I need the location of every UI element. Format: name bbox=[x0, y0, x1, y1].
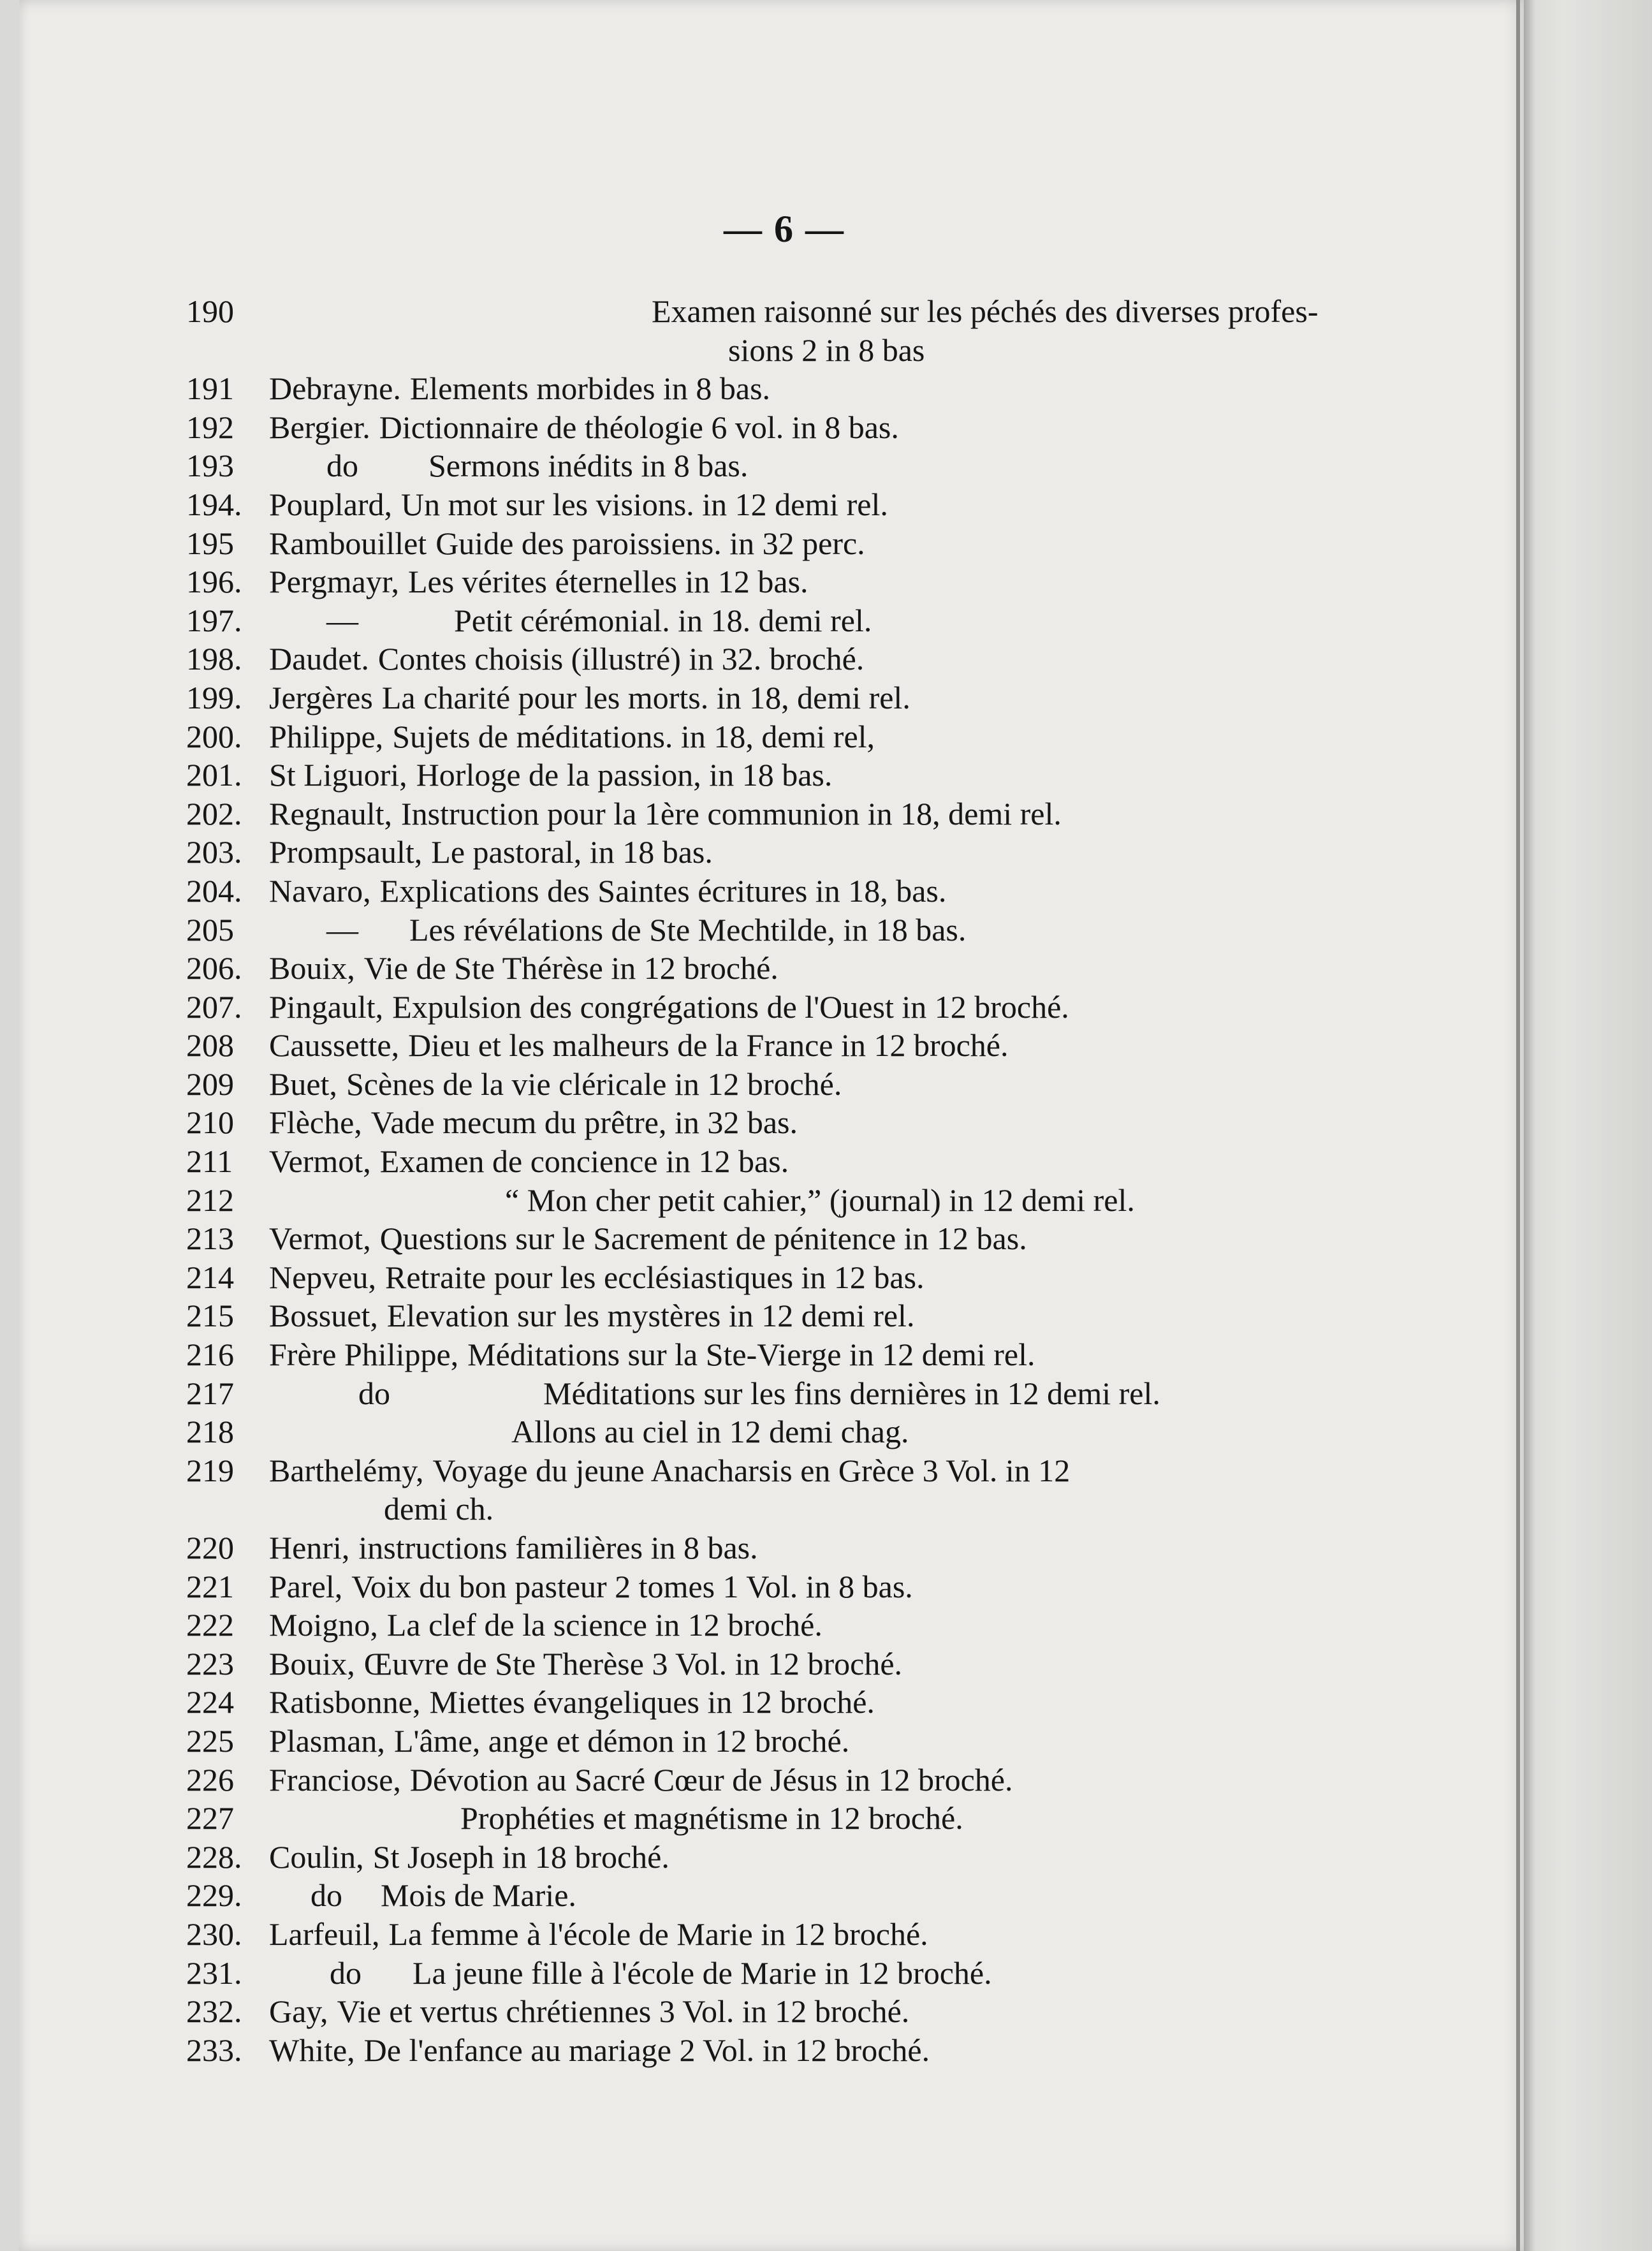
catalog-entry bbox=[186, 795, 1398, 833]
entry-continuation: sions 2 in 8 bas bbox=[728, 332, 925, 368]
entry-title: L'âme, ange et démon in 12 broché. bbox=[393, 1722, 850, 1759]
entry-title: Mois de Marie. bbox=[381, 1877, 576, 1914]
entry-number: 191 bbox=[186, 370, 234, 407]
entry-author: Coulin, bbox=[269, 1838, 364, 1875]
entry-title: Contes choisis (illustré) in 32. broché. bbox=[377, 641, 865, 677]
catalog-entry bbox=[186, 1567, 1398, 1606]
entry-number: 209 bbox=[186, 1066, 234, 1102]
entry-title: Expulsion des congrégations de l'Ouest in 12 broché. bbox=[392, 988, 1069, 1025]
entry-number: 196. bbox=[186, 564, 242, 600]
catalog-entry bbox=[186, 756, 1398, 795]
entry-number: 220 bbox=[186, 1530, 234, 1565]
entry-number: 215 bbox=[186, 1298, 234, 1334]
entry-author: Rambouillet bbox=[269, 525, 427, 561]
catalog-entry bbox=[186, 1142, 1398, 1181]
entry-author: Pergmayr, bbox=[269, 564, 399, 600]
catalog-entry bbox=[186, 640, 1398, 678]
entry-number: 205 bbox=[186, 911, 234, 948]
entry-number: 203. bbox=[186, 834, 242, 870]
entry-number: 227 bbox=[186, 1800, 234, 1837]
entry-number: 218 bbox=[186, 1414, 234, 1450]
entry-number: 208 bbox=[186, 1027, 234, 1064]
entry-title: La charité pour les morts. in 18, demi rel. bbox=[381, 679, 910, 715]
entry-author: Daudet. bbox=[269, 641, 369, 677]
catalog-entry bbox=[186, 1954, 1398, 1993]
entry-title: Vie de Ste Thérèse in 12 broché. bbox=[363, 950, 778, 986]
entry-title: Allons au ciel in 12 demi chag. bbox=[511, 1414, 909, 1450]
catalog-entry bbox=[186, 1915, 1398, 1954]
entry-number: 194. bbox=[186, 486, 242, 522]
entry-continuation: demi ch. bbox=[384, 1491, 494, 1527]
catalog-entry bbox=[186, 911, 1398, 950]
entry-number: 201. bbox=[186, 757, 242, 793]
entry-title: Petit cérémonial. in 18. demi rel. bbox=[454, 602, 872, 638]
entry-author: Gay, bbox=[269, 1993, 328, 2030]
entry-author: do bbox=[358, 1375, 390, 1411]
catalog-entry bbox=[186, 1645, 1398, 1683]
entry-number: 210 bbox=[186, 1104, 234, 1141]
entry-title: Les révélations de Ste Mechtilde, in 18 bas. bbox=[409, 911, 967, 948]
entry-number: 200. bbox=[186, 718, 242, 754]
entry-author: Flèche, bbox=[269, 1104, 362, 1141]
entry-number: 221 bbox=[186, 1568, 234, 1604]
catalog-entry bbox=[186, 833, 1398, 872]
entry-author: Plasman, bbox=[269, 1722, 385, 1759]
entry-number: 225 bbox=[186, 1722, 234, 1759]
entry-title: Les vérites éternelles in 12 bas. bbox=[407, 564, 808, 600]
entry-title: Instruction pour la 1ère communion in 18, demi rel. bbox=[401, 795, 1062, 832]
entry-title: Questions sur le Sacrement de pénitence in 12 bas. bbox=[379, 1221, 1027, 1257]
entry-number: 213 bbox=[186, 1221, 234, 1257]
entry-number: 206. bbox=[186, 950, 242, 986]
entry-title: Voyage du jeune Anacharsis en Grèce 3 Vol. in 12 bbox=[432, 1452, 1071, 1488]
entry-number: 211 bbox=[186, 1143, 233, 1180]
catalog-entry bbox=[186, 988, 1398, 1027]
entry-title: Sujets de méditations. in 18, demi rel, bbox=[392, 718, 875, 754]
entry-author: Moigno, bbox=[269, 1607, 378, 1643]
entry-author: do bbox=[330, 1954, 362, 1991]
entry-author: Debrayne. bbox=[269, 370, 401, 407]
catalog-entry bbox=[186, 949, 1398, 988]
entry-author: Franciose, bbox=[269, 1761, 401, 1798]
catalog-entry bbox=[186, 562, 1398, 601]
entry-title: Dieu et les malheurs de la France in 12 broché. bbox=[408, 1027, 1009, 1064]
entry-number: 223 bbox=[186, 1645, 234, 1682]
entry-author: Caussette, bbox=[269, 1027, 400, 1064]
entry-number: 214 bbox=[186, 1259, 234, 1295]
catalog-entry bbox=[186, 1838, 1398, 1877]
entry-title: Examen raisonné sur les péchés des diverses profes- bbox=[652, 293, 1319, 329]
catalog-entry bbox=[186, 717, 1398, 756]
entry-title: La femme à l'école de Marie in 12 broché. bbox=[388, 1916, 928, 1952]
entry-number: 195 bbox=[186, 525, 234, 561]
catalog-entry bbox=[186, 1181, 1398, 1220]
catalog-entry bbox=[186, 872, 1398, 911]
entry-author: Vermot, bbox=[269, 1221, 371, 1257]
catalog-entry bbox=[186, 1296, 1398, 1335]
catalog-entry bbox=[186, 1258, 1398, 1297]
entry-number: 233. bbox=[186, 2032, 242, 2068]
entry-title: Vade mecum du prêtre, in 32 bas. bbox=[370, 1104, 798, 1141]
entry-title: Guide des paroissiens. in 32 perc. bbox=[435, 525, 865, 561]
entry-author: Frère Philippe, bbox=[269, 1337, 459, 1373]
entry-title: La jeune fille à l'école de Marie in 12 broché. bbox=[413, 1954, 992, 1991]
entry-author: Barthelémy, bbox=[269, 1452, 424, 1488]
entry-title: Explications des Saintes écritures in 18, bas. bbox=[379, 872, 947, 909]
entry-title: La clef de la science in 12 broché. bbox=[386, 1607, 822, 1643]
entry-number: 199. bbox=[186, 679, 242, 715]
entry-author: Nepveu, bbox=[269, 1259, 376, 1295]
entry-author: Pouplard, bbox=[269, 486, 393, 522]
catalog-entry bbox=[186, 408, 1398, 447]
entry-number: 231. bbox=[186, 1954, 242, 1991]
entry-title: Dictionnaire de théologie 6 vol. in 8 bas. bbox=[379, 409, 899, 445]
entry-author: Navaro, bbox=[269, 872, 371, 909]
entry-author: Jergères bbox=[269, 679, 373, 715]
catalog-entry bbox=[186, 1374, 1398, 1413]
entry-title: instructions familières in 8 bas. bbox=[358, 1530, 758, 1565]
entry-title: St Joseph in 18 broché. bbox=[372, 1838, 669, 1875]
entry-number: 204. bbox=[186, 872, 242, 909]
entry-title: “ Mon cher petit cahier,” (journal) in 12 demi rel. bbox=[505, 1182, 1135, 1218]
entry-author: Larfeuil, bbox=[269, 1916, 380, 1952]
entry-author: Philippe, bbox=[269, 718, 384, 754]
catalog-entry bbox=[186, 1761, 1398, 1800]
catalog-entry bbox=[186, 1722, 1398, 1761]
entry-title: Vie et vertus chrétiennes 3 Vol. in 12 broché. bbox=[337, 1993, 910, 2030]
catalog-entry bbox=[186, 1103, 1398, 1142]
entry-title: Sermons inédits in 8 bas. bbox=[428, 448, 749, 484]
entry-title: Miettes évangeliques in 12 broché. bbox=[429, 1684, 875, 1720]
catalog-entry bbox=[186, 1683, 1398, 1722]
catalog-entry bbox=[186, 1219, 1398, 1258]
catalog-entry bbox=[186, 1876, 1398, 1915]
entry-author: Prompsault, bbox=[269, 834, 423, 870]
entry-number: 219 bbox=[186, 1452, 234, 1488]
entry-title: Méditations sur les fins dernières in 12 demi rel. bbox=[543, 1375, 1160, 1411]
entry-title: Voix du bon pasteur 2 tomes 1 Vol. in 8 bas. bbox=[351, 1568, 913, 1604]
entry-number: 212 bbox=[186, 1182, 234, 1218]
entry-number: 216 bbox=[186, 1337, 234, 1373]
adjacent-page-strip bbox=[1524, 0, 1652, 2251]
entry-number: 228. bbox=[186, 1838, 242, 1875]
entry-author: do bbox=[311, 1877, 342, 1914]
entry-author: Pingault, bbox=[269, 988, 384, 1025]
entry-title: Elevation sur les mystères in 12 demi rel. bbox=[386, 1298, 915, 1334]
entry-author: Vermot, bbox=[269, 1143, 371, 1180]
entry-author: White, bbox=[269, 2032, 355, 2068]
entry-number: 232. bbox=[186, 1993, 242, 2030]
entry-author: Ratisbonne, bbox=[269, 1684, 421, 1720]
catalog-entry bbox=[186, 1606, 1398, 1645]
entry-author: Henri, bbox=[269, 1530, 350, 1565]
entry-number: 202. bbox=[186, 795, 242, 832]
entry-number: 198. bbox=[186, 641, 242, 677]
entry-title: Examen de concience in 12 bas. bbox=[379, 1143, 789, 1180]
entry-number: 197. bbox=[186, 602, 242, 638]
catalog-entry bbox=[186, 1451, 1398, 1529]
book-list bbox=[186, 292, 1398, 2069]
entry-title: Horloge de la passion, in 18 bas. bbox=[416, 757, 833, 793]
entry-title: De l'enfance au mariage 2 Vol. in 12 broché. bbox=[363, 2032, 930, 2068]
catalog-entry bbox=[186, 292, 1398, 369]
entry-author: Bouix, bbox=[269, 1645, 355, 1682]
entry-author: — bbox=[326, 602, 358, 638]
entry-title: Œuvre de Ste Therèse 3 Vol. in 12 broché. bbox=[363, 1645, 903, 1682]
catalog-entry bbox=[186, 1335, 1398, 1374]
catalog-entry bbox=[186, 1799, 1398, 1838]
catalog-entry bbox=[186, 1026, 1398, 1065]
entry-title: Le pastoral, in 18 bas. bbox=[431, 834, 713, 870]
entry-number: 193 bbox=[186, 448, 234, 484]
entry-number: 230. bbox=[186, 1916, 242, 1952]
catalog-entry bbox=[186, 369, 1398, 408]
entry-author: Buet, bbox=[269, 1066, 337, 1102]
entry-number: 217 bbox=[186, 1375, 234, 1411]
entry-number: 222 bbox=[186, 1607, 234, 1643]
entry-number: 226 bbox=[186, 1761, 234, 1798]
catalog-entry bbox=[186, 678, 1398, 717]
entry-author: — bbox=[326, 911, 358, 948]
entry-author: Regnault, bbox=[269, 795, 393, 832]
entry-author: Bouix, bbox=[269, 950, 355, 986]
entry-number: 190 bbox=[186, 293, 234, 329]
entry-title: Méditations sur la Ste-Vierge in 12 demi rel. bbox=[467, 1337, 1035, 1373]
entry-title: Dévotion au Sacré Cœur de Jésus in 12 broché. bbox=[409, 1761, 1013, 1798]
entry-number: 207. bbox=[186, 988, 242, 1025]
entry-number: 192 bbox=[186, 409, 234, 445]
entry-number: 229. bbox=[186, 1877, 242, 1914]
catalog-entry bbox=[186, 601, 1398, 640]
catalog-entry bbox=[186, 1412, 1398, 1451]
page-number: — 6 — bbox=[724, 208, 845, 250]
entry-author: Bergier. bbox=[269, 409, 370, 445]
entry-author: St Liguori, bbox=[269, 757, 407, 793]
entry-title: Un mot sur les visions. in 12 demi rel. bbox=[401, 486, 888, 522]
page-edge bbox=[1516, 0, 1520, 2251]
catalog-entry bbox=[186, 1529, 1398, 1567]
catalog-entry bbox=[186, 485, 1398, 524]
catalog-entry bbox=[186, 1065, 1398, 1104]
entry-title: Retraite pour les ecclésiastiques in 12 bas. bbox=[385, 1259, 925, 1295]
entry-title: Elements morbides in 8 bas. bbox=[409, 370, 771, 407]
catalog-entry bbox=[186, 446, 1398, 485]
entry-number: 224 bbox=[186, 1684, 234, 1720]
catalog-entry bbox=[186, 2031, 1398, 2070]
entry-author: Parel, bbox=[269, 1568, 343, 1604]
entry-title: Prophéties et magnétisme in 12 broché. bbox=[460, 1800, 963, 1837]
catalog-entry bbox=[186, 1992, 1398, 2031]
entry-author: Bossuet, bbox=[269, 1298, 378, 1334]
entry-title: Scènes de la vie cléricale in 12 broché. bbox=[346, 1066, 842, 1102]
entry-author: do bbox=[326, 448, 358, 484]
catalog-entry bbox=[186, 524, 1398, 563]
